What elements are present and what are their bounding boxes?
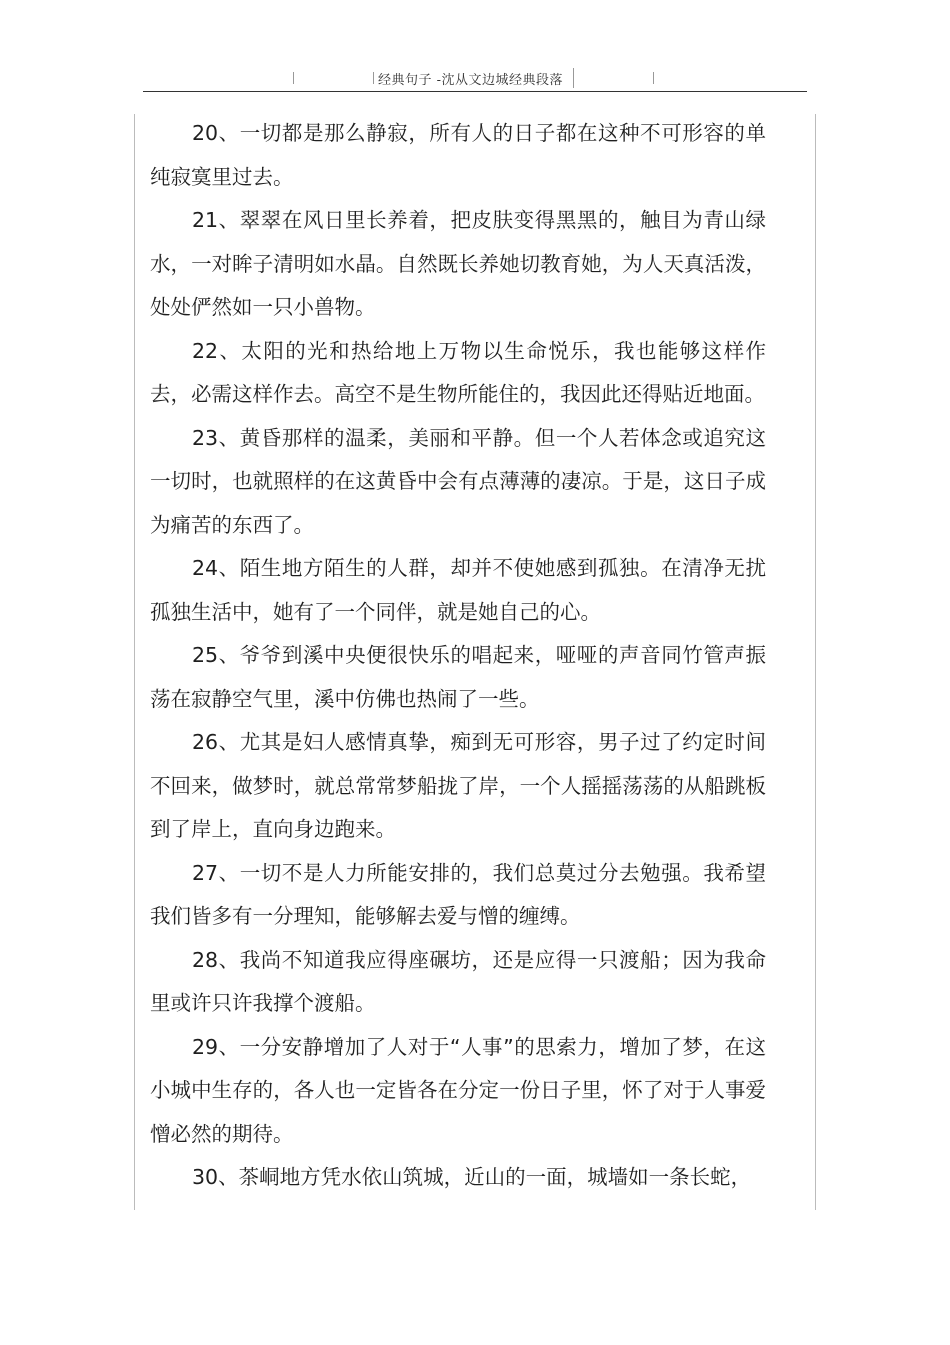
header-tick-mark	[293, 72, 294, 84]
paragraph: 25、爷爷到溪中央便很快乐的唱起来，哑哑的声音同竹管声振荡在寂静空气里，溪中仿佛也热闹了一些。	[150, 643, 766, 711]
paragraph: 26、尤其是妇人感情真挚，痴到无可形容，男子过了约定时间不回来，做梦时，就总常常梦船拢了岸，一个人摇摇荡荡的从船跳板到了岸上，直向身边跑来。	[150, 730, 766, 841]
paragraph: 23、黄昏那样的温柔，美丽和平静。但一个人若体念或追究这一切时，也就照样的在这黄昏中会有点薄薄的凄凉。于是，这日子成为痛苦的东西了。	[150, 425, 766, 537]
header-rule	[143, 91, 807, 92]
header-tick-mark	[373, 72, 374, 84]
paragraph: 24、陌生地方陌生的人群，却并不使她感到孤独。在清净无扰孤独生活中，她有了一个同伴，就是她自己的心。	[150, 556, 766, 624]
left-margin-line	[134, 114, 135, 1210]
paragraph: 29、一分安静增加了人对于“人事”的思索力，增加了梦，在这小城中生存的，各人也一定皆各在分定一份日子里，怀了对于人事爱憎必然的期待。	[150, 1034, 766, 1146]
paragraph: 22、太阳的光和热给地上万物以生命悦乐，我也能够这样作去，必需这样作去。高空不是生物所能住的，我因此还得贴近地面。	[150, 338, 766, 406]
paragraph: 27、一切不是人力所能安排的，我们总莫过分去勉强。我希望我们皆多有一分理知，能够解去爱与憎的缠缚。	[150, 860, 766, 928]
header-title: 经典句子 -沈从文边城经典段落	[378, 73, 564, 88]
header-tick-mark	[653, 72, 654, 84]
right-margin-line	[815, 114, 816, 1210]
document-body	[150, 112, 766, 1200]
paragraph: 20、一切都是那么静寂，所有人的日子都在这种不可形容的单纯寂寞里过去。	[150, 121, 766, 189]
paragraph: 21、翠翠在风日里长养着，把皮肤变得黑黑的，触目为青山绿水，一对眸子清明如水晶。自然既长养她切教育她，为人天真活泼，处处俨然如一只小兽物。	[150, 208, 766, 319]
page-header	[0, 64, 950, 94]
header-tick-mark	[573, 68, 574, 88]
paragraph: 30、茶峒地方凭水依山筑城，近山的一面，城墙如一条长蛇，	[192, 1165, 752, 1189]
paragraph: 28、我尚不知道我应得座碾坊，还是应得一只渡船；因为我命里或许只许我撑个渡船。	[150, 947, 766, 1015]
